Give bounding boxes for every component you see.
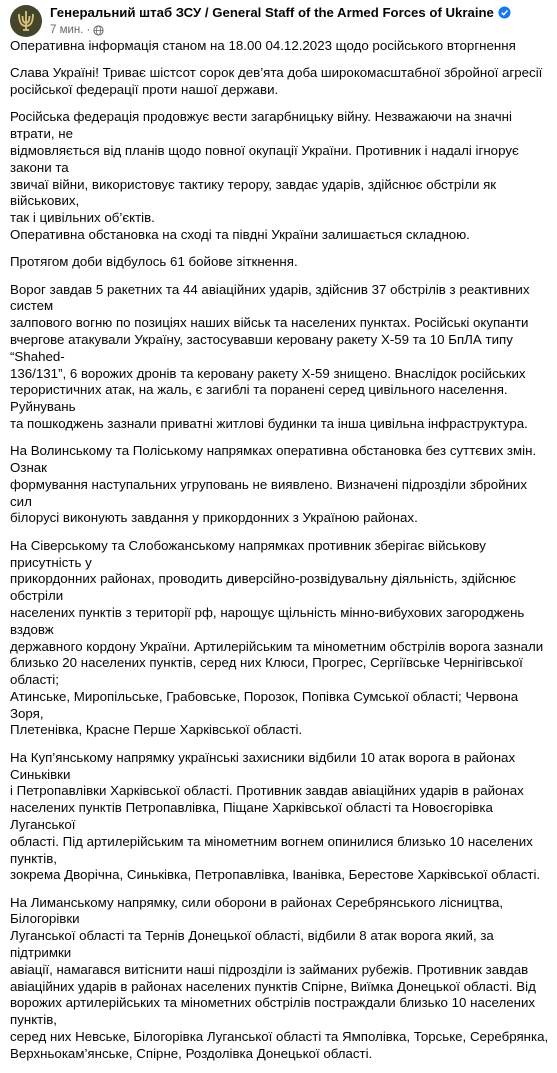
post-paragraph: На Сіверському та Слобожанському напрямках противник зберігає військову присутність у прикордонних районах, проводить диверсійно-розвідувальну діяльність, здійснює обстріли населених пунктів з території рф, нарощує щільність мінно-вибухових загороджень вздовж державного кордону України. Артилерійським та мінометним обстрілів ворога зазнали близько 20 населених пунктів, серед них Клюси, Прогрес, Сергіївське Чернігівської області; Атинське, Миропільське, Грабовське, Порозок, Попівка Сумської області; Червона Зоря, Плетенівка, Красне Перше Харківської області. <box>10 537 544 738</box>
globe-icon[interactable] <box>93 25 104 36</box>
post-meta <box>50 24 104 36</box>
post-paragraph: На Лиманському напрямку, сили оборони в районах Серебрянського лісництва, Білогорівки Луганської області та Тернів Донецької області, відбили 8 атак ворога який, за підтримки авіації, намагався витіснити наші підрозділи із займаних рубежів. Противник завдав авіаційних ударів в районах населених пунктів Спірне, Виїмка Донецької області. Від ворожих артилерійських та мінометних обстрілів постраждали близько 10 населених пунктів, серед них Невське, Білогорівка Луганської області та Ямполівка, Торське, Серебрянка, Верхньокам’янське, Спірне, Роздолівка Донецької області. <box>10 894 549 1061</box>
verified-badge-icon <box>498 6 511 19</box>
post-body <box>10 38 550 1073</box>
page-name-link[interactable]: Генеральний штаб ЗСУ / General Staff of the Armed Forces of Ukraine <box>50 5 494 20</box>
post-paragraph: Ворог завдав 5 ракетних та 44 авіаційних ударів, здійснив 37 обстрілів з реактивних систем залпового вогню по позиціях наших військ та населених пунктах. Російські окупанти вчергове атакували Україну, застосувавши керовану ракету Х-59 та 10 БпЛА типу “Shahed- 136/131”, 6 ворожих дронів та керовану ракету Х-59 знищено. Внаслідок російських терористичних атак, на жаль, є загиблі та поранені серед цивільного населення. Руйнувань та пошкоджень зазнали приватні житлові будинки та інша цивільна інфраструктура. <box>10 281 530 431</box>
page-name-row <box>50 5 511 20</box>
post-header <box>10 4 550 40</box>
post-paragraph: Слава Україні! Триває шістсот сорок дев’ята доба широкомасштабної збройної агресії російської федерації проти нашої держави. <box>10 65 543 98</box>
post-paragraph: На Куп’янському напрямку українські захисники відбили 10 атак ворога в районах Синьківки і Петропавлівки Харківської області. Противник завдав авіаційних ударів в районах населених пунктів Петропавлівка, Піщане Харківської області та Новоєгорівка Луганської області. Під артилерійським та мінометним вогнем опинилися близько 10 населених пунктів, зокрема Дворічна, Синьківка, Петропавлівка, Іванівка, Берестове Харківської області. <box>10 749 541 883</box>
page-avatar[interactable] <box>10 5 42 37</box>
post-paragraph-heading: Оперативна інформація станом на 18.00 04.12.2023 щодо російського вторгнення <box>10 38 516 53</box>
post-timestamp[interactable]: 7 мин. <box>50 24 84 36</box>
post-paragraph: На Волинському та Поліському напрямках оперативна обстановка без суттєвих змін. Ознак формування наступальних угруповань не виявлено. Визначені підрозділи збройних сил білорусі виконують завдання у прикордонних з Україною районах. <box>10 443 537 526</box>
post-paragraph: Російська федерація продовжує вести загарбницьку війну. Незважаючи на значні втрати, не відмовляється від планів щодо повної окупації України. Противник і надалі ігнорує закони та звичаї війни, використовує тактику терору, завдає ударів, здійснює обстріли як військових, так і цивільних об’єктів. Оперативна обстановка на сході та півдні України залишається складною. <box>10 109 519 242</box>
trident-emblem-icon <box>16 10 36 32</box>
post-paragraph: Протягом доби відбулось 61 бойове зіткнення. <box>10 254 298 270</box>
meta-separator: · <box>86 24 91 36</box>
